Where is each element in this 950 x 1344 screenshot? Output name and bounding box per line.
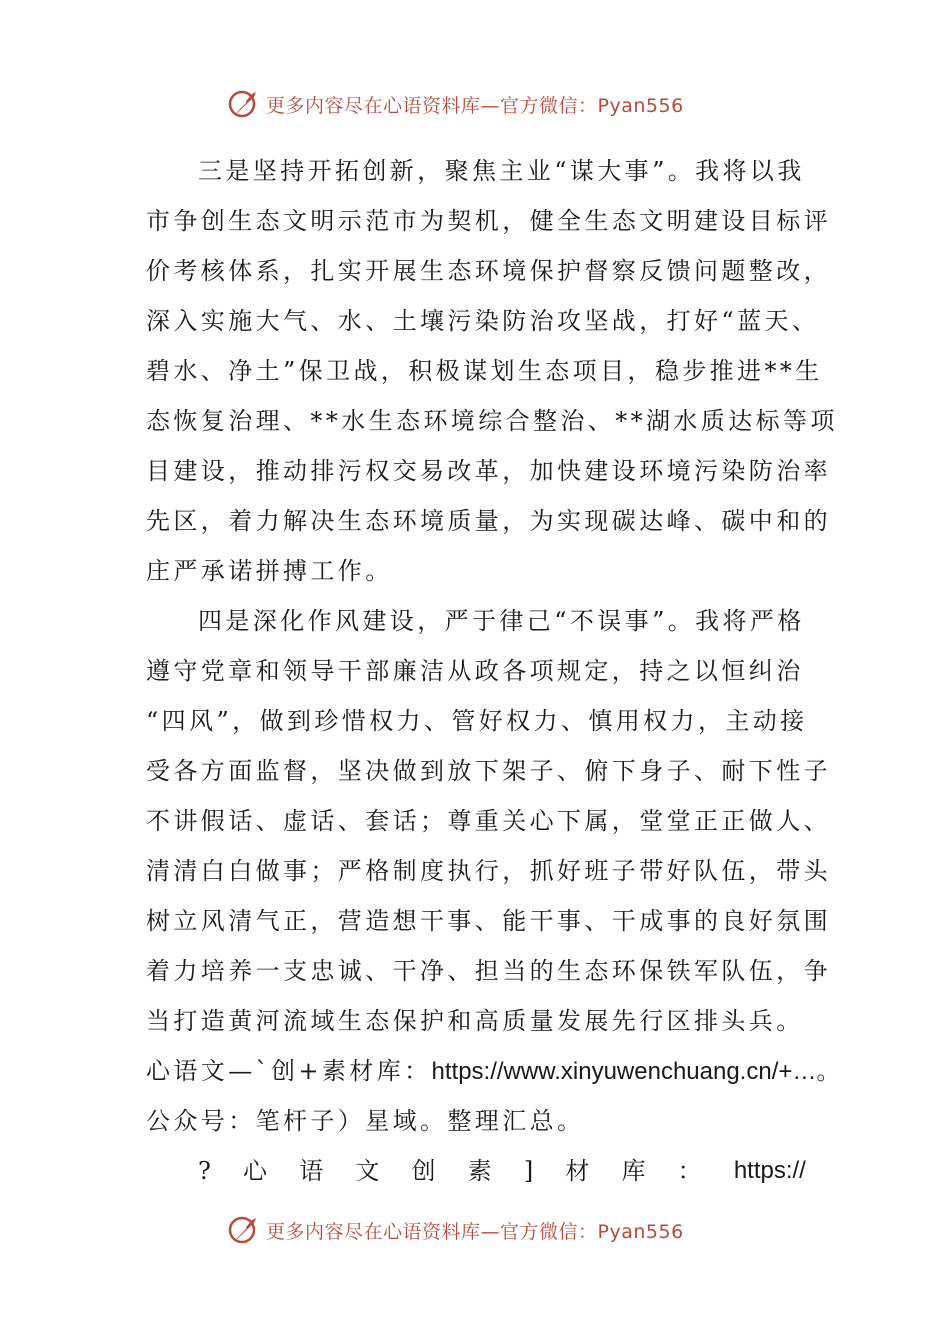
banner-wechat-id: Pyan556	[597, 94, 684, 117]
text-line: 受各方面监督，坚决做到放下架子、俯下身子、耐下性子	[146, 757, 831, 785]
source-url[interactable]: https://www.xinyuwenchuang.cn/+…	[431, 1058, 817, 1085]
garbled-char: ：	[677, 1157, 702, 1185]
text-line: 目建设，推动排污权交易改革，加快建设环境污染防治率	[146, 457, 831, 485]
text-line: 深入实施大气、水、土壤污染防治攻坚战，打好“蓝天、	[146, 307, 820, 335]
text-line: 市争创生态文明示范市为契机，健全生态文明建设目标评	[146, 207, 831, 235]
paragraph-3	[146, 146, 838, 596]
text-line: 树立风清气正，营造想干事、能干事、干成事的良好氛围	[146, 907, 831, 935]
paragraph-4	[146, 596, 831, 1046]
garbled-source-line	[146, 1146, 806, 1196]
public-account-line: 公众号：笔杆子）星域。整理汇总。	[146, 1107, 585, 1135]
source-suffix: 。	[816, 1057, 844, 1085]
document-body	[146, 146, 844, 1196]
text-line: 不讲假话、虚话、套话；尊重关心下属，堂堂正正做人、	[146, 807, 831, 835]
text-line: 清清白白做事；严格制度执行，抓好班子带好队伍，带头	[146, 857, 831, 885]
source-prefix: 心语文—`创+素材库：	[146, 1057, 432, 1085]
text-line: 当打造黄河流域生态保护和高质量发展先行区排头兵。	[146, 1007, 804, 1035]
garbled-char: 语	[299, 1157, 324, 1185]
garbled-char: 库	[621, 1157, 646, 1185]
garbled-char: 创	[411, 1157, 436, 1185]
text-line: 着力培养一支忠诚、干净、担当的生态环保铁军队伍，争	[146, 957, 831, 985]
banner-dash: —	[480, 1220, 501, 1243]
banner-title: 更多内容尽在心语资料库	[266, 94, 481, 117]
quill-logo-icon	[226, 1212, 262, 1248]
garbled-char: 心	[243, 1157, 268, 1185]
banner-text	[266, 1217, 684, 1244]
text-line: 价考核体系，扎实开展生态环境保护督察反馈问题整改，	[146, 257, 831, 285]
source-line	[146, 1046, 844, 1096]
garbled-url[interactable]: https://	[733, 1157, 806, 1184]
text-line: 碧水、净土”保卫战，积极谋划生态项目，稳步推进**生	[146, 357, 823, 385]
bottom-banner	[226, 1210, 746, 1250]
garbled-char: ]	[523, 1157, 534, 1185]
banner-wechat-label: 官方微信：	[500, 94, 598, 117]
text-line: “四风”，做到珍惜权力、管好权力、慎用权力，主动接	[146, 707, 808, 735]
text-line: 遵守党章和领导干部廉洁从政各项规定，持之以恒纠治	[146, 657, 804, 685]
text-line: 四是深化作风建设，严于律己“不误事”。我将严格	[198, 607, 805, 635]
top-banner	[226, 84, 746, 124]
quill-logo-icon	[226, 86, 262, 122]
banner-text	[266, 91, 684, 118]
banner-title: 更多内容尽在心语资料库	[266, 1220, 481, 1243]
garbled-char: ?	[198, 1157, 211, 1185]
text-line: 庄严承诺拼搏工作。	[146, 557, 393, 585]
garbled-char: 材	[565, 1157, 590, 1185]
text-line: 三是坚持开拓创新，聚焦主业“谋大事”。我将以我	[198, 157, 805, 185]
text-line: 先区，着力解决生态环境质量，为实现碳达峰、碳中和的	[146, 507, 831, 535]
garbled-char: 文	[355, 1157, 380, 1185]
text-line: 态恢复治理、**水生态环境综合整治、**湖水质达标等项	[146, 407, 838, 435]
banner-wechat-id: Pyan556	[597, 1220, 684, 1243]
banner-dash: —	[480, 94, 501, 117]
banner-wechat-label: 官方微信：	[500, 1220, 598, 1243]
garbled-char: 素	[467, 1157, 492, 1185]
